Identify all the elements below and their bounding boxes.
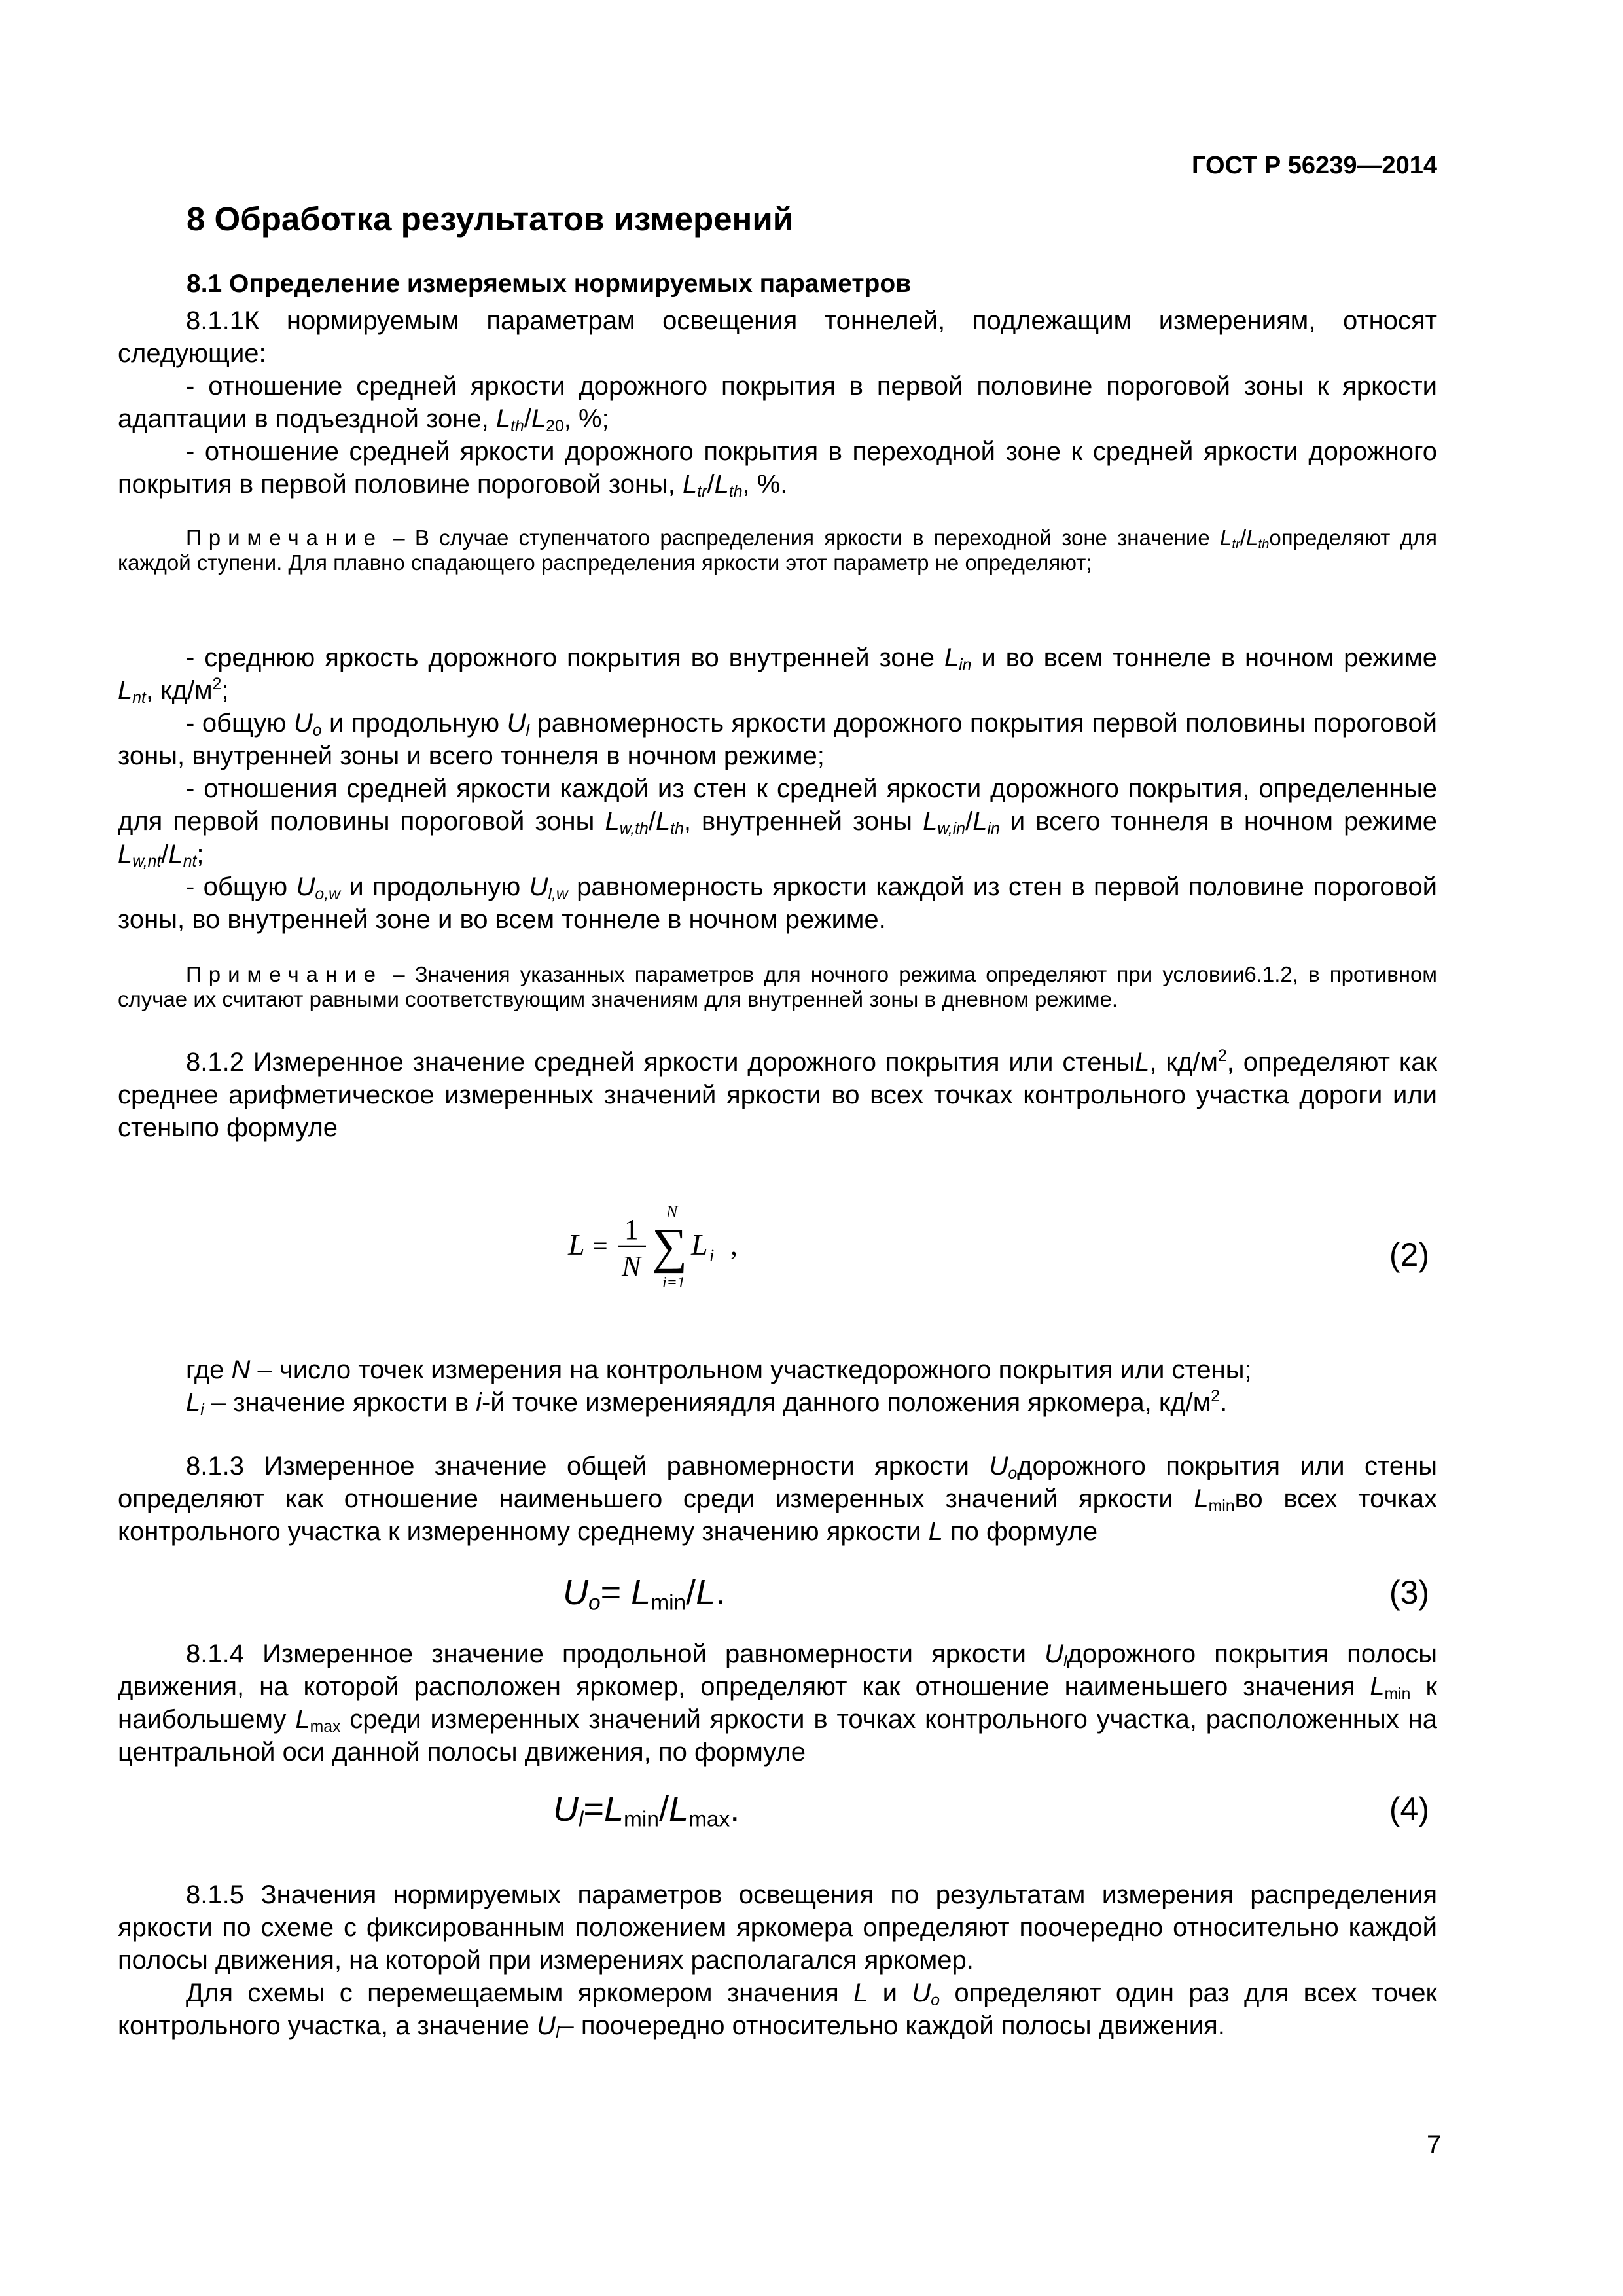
subsection-title: 8.1 Определение измеряемых нормируемых параметров <box>187 270 912 298</box>
parameter-list: - среднюю яркость дорожного покрытия во внутренней зоне $L_{in}$ и во всем тоннеле в ночном режиме $L_{nt}$, $кд/м^2$; - общую $U_o$ и продольную $U_l$ равномерность яркости дорожного покрытия первой половины пороговой зоны, внутренней зоны и всего тоннеля в ночном режиме; - отношения средней яркости каждой из стен к средней яркости дорожного покрытия, определенные для первой половины пороговой зоны $L_{w,th}/L_{th}$, внутренней зоны $L_{w,in}/L_{in}$ и всего тоннеля в ночном режиме $L_{w,nt}/L_{nt}$; - общую $U_{o,w}$ и продольную $U_{l,w}$ равномерность яркости каждой из стен в первой половине пороговой зоны, во внутренней зоне и во всем тоннеле в ночном режиме. <box>118 643 1438 934</box>
sum-icon: ∑ <box>652 1219 688 1274</box>
section-title: 8 Обработка результатов измерений <box>187 200 794 238</box>
equation-number-2: (2) <box>1389 1236 1429 1273</box>
standard-number: ГОСТ Р 56239—2014 <box>1192 152 1437 179</box>
formula-2 <box>550 1201 759 1306</box>
paragraph-8-1-1: 8.1.1К нормируемым параметрам освещения тоннелей, подлежащим измерениям, относят следующие: - отношение средней яркости дорожного покрытия в первой половине пороговой зоны к яркости адаптации в подъездной зоне, $L_{th}/L_{20}$, %; - отношение средней яркости дорожного покрытия в переходной зоне к средней яркости дорожного покрытия в первой половине пороговой зоны, $L_{tr}/L_{th}$, %. <box>118 306 1437 501</box>
equation-number-4: (4) <box>1389 1791 1429 1827</box>
formula-2-legend: где N – число точек измерения на контрольном участкедорожного покрытия или стены; $L_i$ – значение яркости в i-й точке измеренияядля данного положения яркомера, $кд/м^2$. <box>186 1355 1252 1420</box>
formula-2-term-index: i <box>709 1246 715 1265</box>
paragraph-8-1-4: 8.1.4 Измеренное значение продольной равномерности яркости $U_lдорожного$ покрытия полосы движения, на которой расположен яркомер, определяют как отношение наименьшего значения $L_{min}$ к наибольшему $L_{max}$ среди измеренных значений яркости в точках контрольного участка, расположенных на центральной оси данной полосы движения, по формуле <box>118 1640 1437 1767</box>
equation-number-3: (3) <box>1389 1574 1429 1611</box>
formula-2-numerator: 1 <box>624 1213 639 1246</box>
formula-2-equals: = <box>593 1231 608 1261</box>
note-1: Примечание – В случае ступенчатого распределения яркости в переходной зоне значение $L_{tr}/L_{th}определяют$ для каждой ступени. Для плавно спадающего распределения яркости этот параметр не определяют; <box>118 526 1438 575</box>
formula-2-lower-limit: i=1 <box>662 1274 685 1291</box>
formula-2-term: L <box>691 1228 708 1261</box>
formula-2-comma: , <box>730 1229 738 1261</box>
note-2: Примечание – Значения указанных параметров для ночного режима определяют при условии6.1.2, в противном случае их считают равными соответствующим значениям для внутренней зоны в дневном режиме. <box>118 962 1437 1011</box>
formula-3: $U_o= L_{min}/L$. <box>563 1573 726 1615</box>
paragraph-8-1-2: 8.1.2 Измеренное значение средней яркости дорожного покрытия или стеныL, $кд/м^2$, определяют как среднее арифметическое измеренных значений яркости во всех точках контрольного участка дороги или стеныпо формуле <box>118 1047 1437 1142</box>
formula-4: $U_l=L_{min}/L_{max}$. <box>553 1789 740 1832</box>
formula-2-denominator: N <box>622 1250 641 1282</box>
formula-2-upper-limit: N <box>666 1202 678 1221</box>
page-number: 7 <box>1427 2130 1442 2159</box>
formula-2-lhs: L <box>568 1228 585 1261</box>
paragraph-8-1-5: 8.1.5 Значения нормируемых параметров освещения по результатам измерения распределения яркости по схеме с фиксированным положением яркомера определяют поочередно относительно каждой полосы движения, на которой при измерениях располагался яркомер. Для схемы с перемещаемым яркомером значения L и $U_o$ определяют один раз для всех точек контрольного участка, а значение $U_l-$ поочередно относительно каждой полосы движения. <box>118 1880 1437 2043</box>
paragraph-8-1-3: 8.1.3 Измеренное значение общей равномерности яркости $U_oдорожного$ покрытия или стены определяют как отношение наименьшего среди измеренных значений яркости $L_{min}во$ всех точках контрольного участка к измеренному среднему значению яркости L по формуле <box>118 1452 1437 1546</box>
